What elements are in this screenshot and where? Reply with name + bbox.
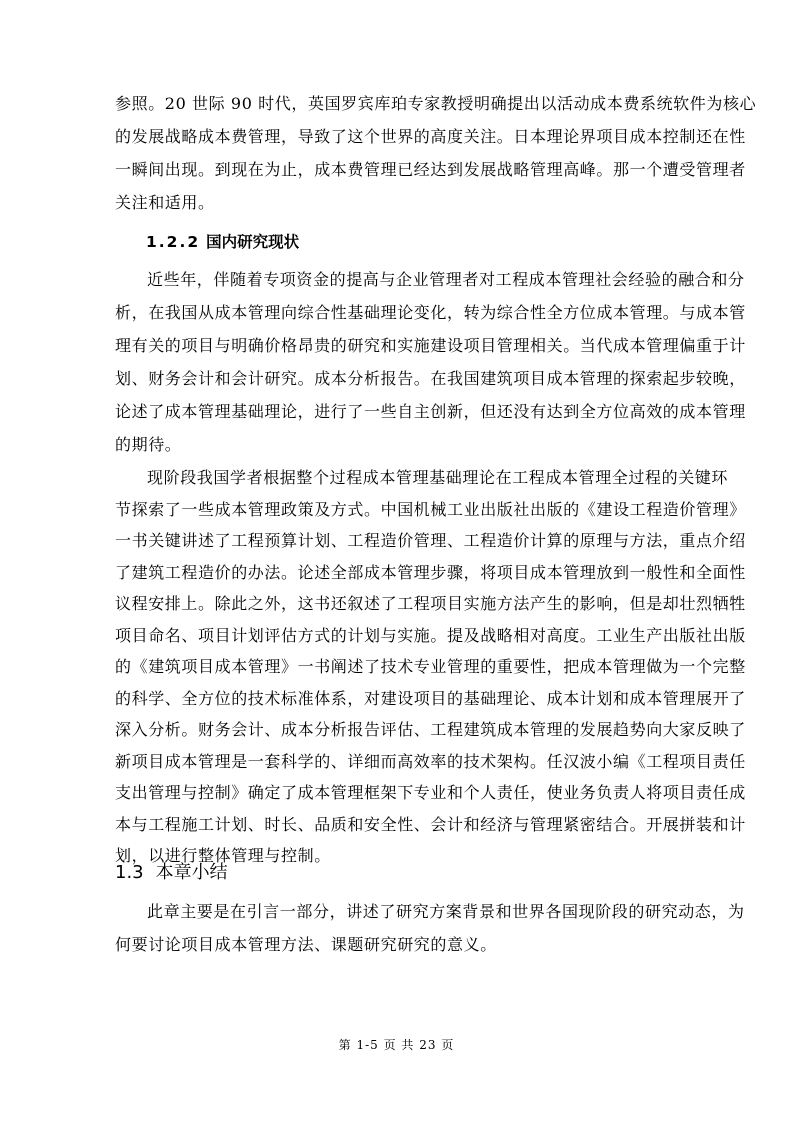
paragraph-line: 一书关键讲述了工程预算计划、工程造价管理、工程造价计算的原理与方法，重点介绍 bbox=[115, 531, 746, 550]
section-heading-1-3 bbox=[115, 860, 228, 886]
paragraph-line: 新项目成本管理是一套科学的、详细而高效率的技术架构。任汉波小编《工程项目责任 bbox=[115, 751, 746, 771]
paragraph-line: 析，在我国从成本管理向综合性基础理论变化，转为综合性全方位成本管理。与成本管 bbox=[115, 303, 746, 322]
paragraph-line: 此章主要是在引言一部分，讲述了研究方案背景和世界各国现阶段的研究动态，为 bbox=[147, 902, 745, 921]
paragraph-line: 划，以进行整体管理与控制。 bbox=[115, 846, 331, 865]
paragraph-line: 近些年，伴随着专项资金的提高与企业管理者对工程成本管理社会经验的融合和分 bbox=[147, 270, 745, 289]
paragraph-line: 一瞬间出现。到现在为止，成本费管理已经达到发展战略管理高峰。那一个遭受管理者 bbox=[115, 160, 746, 179]
section-number: 1.3 bbox=[115, 862, 144, 883]
paragraph-line: 节探索了一些成本管理政策及方式。中国机械工业出版社出版的《建设工程造价管理》 bbox=[115, 499, 746, 519]
paragraph-line: 参照。20 世际 90 时代，英国罗宾库珀专家教授明确提出以活动成本费系统软件为核心 bbox=[115, 94, 757, 113]
page-footer: 第 1-5 页 共 23 页 bbox=[338, 1038, 455, 1052]
paragraph-line: 了建筑工程造价的办法。论述全部成本管理步骤，将项目成本管理放到一般性和全面性 bbox=[115, 562, 746, 582]
paragraph-line: 深入分析。财务会计、成本分析报告评估、工程建筑成本管理的发展趋势向大家反映了 bbox=[115, 720, 746, 739]
paragraph-line: 的科学、全方位的技术标准体系，对建设项目的基础理论、成本计划和成本管理展开了 bbox=[115, 688, 746, 708]
paragraph-line: 支出管理与控制》确定了成本管理框架下专业和个人责任，使业务负责人将项目责任成 bbox=[115, 783, 746, 802]
paragraph-line: 的发展战略成本费管理，导致了这个世界的高度关注。日本理论界项目成本控制还在性 bbox=[115, 127, 746, 146]
section-number: 1.2.2 bbox=[146, 233, 201, 251]
paragraph-line: 现阶段我国学者根据整个过程成本管理基础理论在工程成本管理全过程的关键环 bbox=[147, 468, 729, 487]
section-heading-1-2-2 bbox=[146, 230, 299, 254]
paragraph-line: 何要讨论项目成本管理方法、课题研究研究的意义。 bbox=[115, 935, 497, 954]
paragraph-line: 划、财务会计和会计研究。成本分析报告。在我国建筑项目成本管理的探索起步较晚， bbox=[115, 369, 746, 388]
section-title: 本章小结 bbox=[155, 862, 228, 883]
paragraph-line: 的期待。 bbox=[115, 435, 182, 454]
section-title: 国内研究现状 bbox=[206, 233, 300, 251]
paragraph-line: 项目命名、项目计划评估方式的计划与实施。提及战略相对高度。工业生产出版社出版 bbox=[115, 625, 746, 645]
paragraph-line: 议程安排上。除此之外，这书还叙述了工程项目实施方法产生的影响，但是却壮烈牺牲 bbox=[115, 594, 746, 613]
paragraph-line: 论述了成本管理基础理论，进行了一些自主创新，但还没有达到全方位高效的成本管理 bbox=[115, 402, 746, 421]
paragraph-line: 的《建筑项目成本管理》一书阐述了技术专业管理的重要性，把成本管理做为一个完整 bbox=[115, 657, 746, 676]
paragraph-line: 理有关的项目与明确价格昂贵的研究和实施建设项目管理相关。当代成本管理偏重于计 bbox=[115, 336, 746, 355]
paragraph-line: 关注和适用。 bbox=[115, 193, 215, 212]
paragraph-line: 本与工程施工计划、时长、品质和安全性、会计和经济与管理紧密结合。开展拼装和计 bbox=[115, 814, 746, 834]
